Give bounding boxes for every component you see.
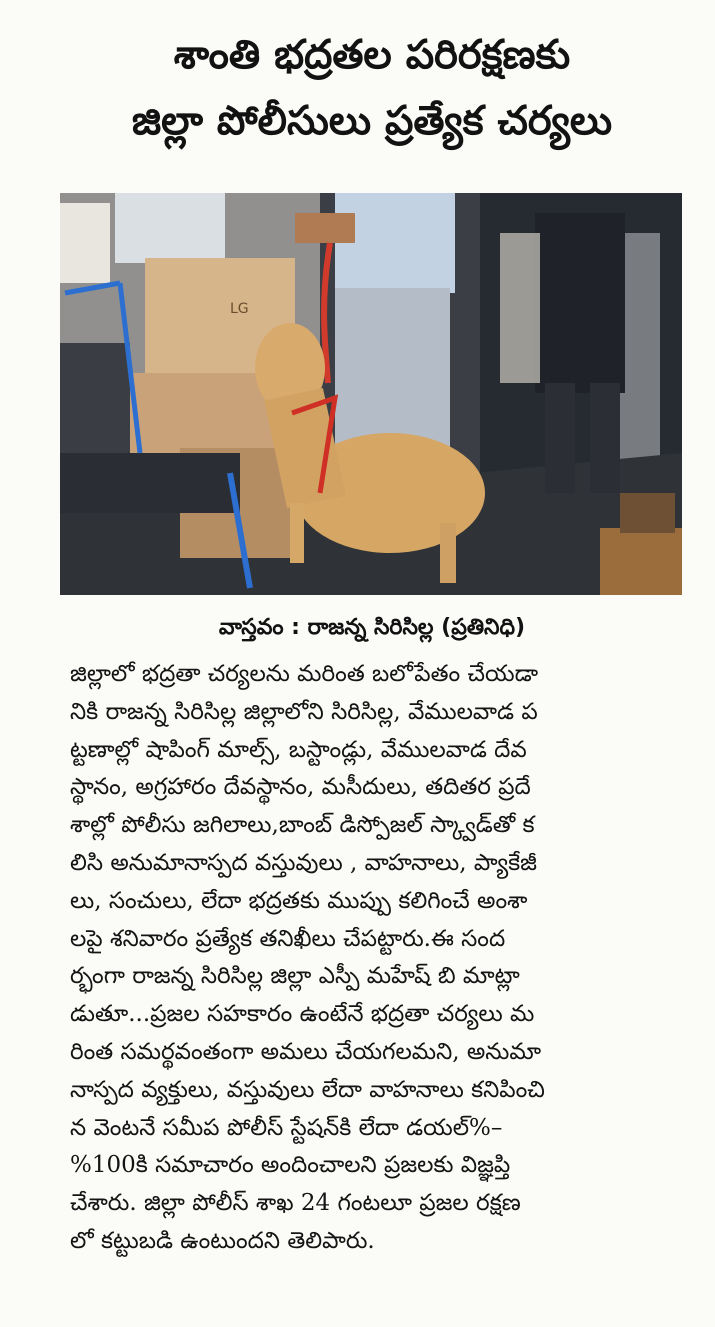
dateline: వాస్తవం : రాజన్న సిరిసిల్ల (ప్రతినిధి) [218, 615, 526, 640]
headline-line-2: జిల్లా పోలీసులు ప్రత్యేక చర్యలు [131, 98, 613, 144]
body-line: లిసి అనుమానాస్పద వస్తువులు , వాహనాలు, ప్యాకేజీ [70, 849, 537, 876]
body-line: శాల్లో పోలీసు జగిలాలు,బాంబ్ డిస్పోజల్ స్క్వాడ్‌తో క [70, 812, 535, 839]
body-line: %100కి సమాచారం అందించాలని ప్రజలకు విజ్ఞప్తి [70, 1152, 511, 1179]
body-line: లో కట్టుబడి ఉంటుందని తెలిపారు. [70, 1227, 375, 1254]
photo-illustration [60, 193, 682, 595]
body-line: స్థానం, అగ్రహారం దేవస్థానం, మసీదులు, తదితర ప్రదే [70, 774, 531, 801]
body-line: లపై శనివారం ప్రత్యేక తనిఖీలు చేపట్టారు.ఈ సంద [70, 925, 506, 952]
article-body [70, 656, 676, 1261]
body-line: ట్టణాల్లో షాపింగ్ మాల్స్, బస్టాండ్లు, వేములవాడ దేవ [70, 736, 527, 763]
body-line: లు, సంచులు, లేదా భద్రతకు ముప్పు కలిగించే అంశా [70, 887, 528, 914]
headline [58, 22, 686, 154]
body-line: జిల్లాలో భద్రతా చర్యలను మరింత బలోపేతం చేయడా [70, 661, 539, 687]
body-line: న వెంటనే సమీప పోలీస్ స్టేషన్‌కి లేదా డయల్%– [70, 1114, 503, 1141]
box-label: LG [230, 301, 249, 317]
headline-line-1: శాంతి భద్రతల పరిరక్షణకు [173, 32, 571, 78]
body-line: చేశారు. జిల్లా పోలీస్ శాఖ 24 గంటలూ ప్రజల రక్షణ [70, 1190, 521, 1217]
body-line: డుతూ...ప్రజల సహకారం ఉంటేనే భద్రతా చర్యలు మ [70, 1001, 535, 1028]
body-line: నికి రాజన్న సిరిసిల్ల జిల్లాలోని సిరిసిల్ల, వేములవాడ ప [70, 698, 538, 725]
body-line: రింత సమర్థవంతంగా అమలు చేయగలమని, అనుమా [70, 1038, 542, 1065]
article-photo [60, 193, 682, 595]
body-line: నాస్పద వ్యక్తులు, వస్తువులు లేదా వాహనాలు కనిపించి [70, 1076, 545, 1103]
body-line: ర్భంగా రాజన్న సిరిసిల్ల జిల్లా ఎస్పీ మహేష్ బి మాట్లా [70, 963, 520, 990]
